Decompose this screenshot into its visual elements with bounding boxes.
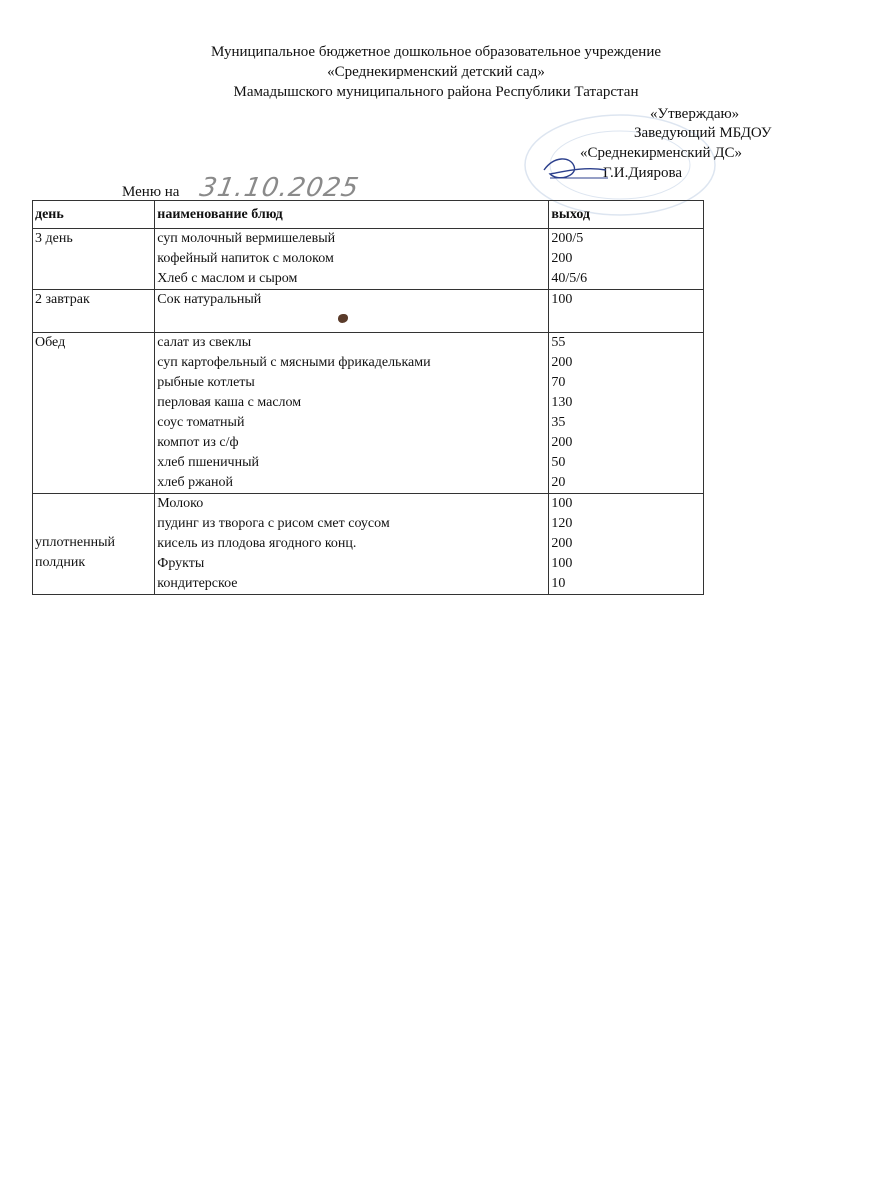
output-value: 100: [551, 292, 573, 307]
dish-cell: [155, 229, 549, 290]
meal-cell: 2 завтрак: [33, 290, 155, 333]
output-value: 35: [551, 415, 566, 430]
table-row: [33, 229, 704, 290]
table-row: [33, 290, 704, 333]
dish-item: рыбные котлеты: [157, 375, 255, 390]
output-value: 200/5: [551, 231, 584, 246]
dish-item: хлеб ржаной: [157, 475, 233, 490]
output-value: 55: [551, 335, 566, 350]
table-header-row: [33, 201, 704, 229]
output-value: 120: [551, 516, 573, 531]
output-value: 70: [551, 375, 566, 390]
signature-icon: [540, 148, 610, 188]
dish-item: кондитерское: [157, 576, 238, 591]
dish-item: салат из свеклы: [157, 335, 252, 350]
meal-cell: 3 день: [33, 229, 155, 290]
menu-label: Меню на: [122, 184, 180, 200]
table-row: [33, 494, 704, 595]
output-value: 100: [551, 496, 573, 511]
dish-item: компот из с/ф: [157, 435, 239, 450]
output-value: 100: [551, 556, 573, 571]
dish-item: кофейный напиток с молоком: [157, 251, 334, 266]
menu-date: 31.10.2025: [197, 173, 362, 203]
approver-org: «Среднекирменский ДС»: [580, 145, 743, 161]
dish-cell: [155, 494, 549, 595]
output-value: 10: [551, 576, 566, 591]
output-cell: [549, 494, 704, 595]
table-row: [33, 333, 704, 494]
output-value: 50: [551, 455, 566, 470]
output-cell: [549, 290, 704, 333]
output-value: 200: [551, 435, 573, 450]
output-cell: [549, 229, 704, 290]
approver-position: Заведующий МБДОУ: [634, 125, 772, 141]
output-value: 200: [551, 251, 573, 266]
dish-cell: [155, 290, 549, 333]
org-title-line3: Мамадышского муниципального района Республики Татарстан: [233, 84, 639, 100]
dish-item: суп картофельный с мясными фрикадельками: [157, 355, 431, 370]
dish-item: суп молочный вермишелевый: [157, 231, 336, 246]
dish-item: перловая каша с маслом: [157, 395, 302, 410]
dish-item: соус томатный: [157, 415, 245, 430]
menu-table: [32, 200, 704, 595]
dish-item: хлеб пшеничный: [157, 455, 259, 470]
header-output: выход: [549, 201, 704, 229]
approve-label: «Утверждаю»: [650, 106, 740, 122]
dish-item: пудинг из творога с рисом смет соусом: [157, 516, 390, 531]
dish-item: Сок натуральный: [157, 292, 262, 307]
dish-item: Хлеб с маслом и сыром: [157, 271, 298, 286]
dish-item: Молоко: [157, 496, 204, 511]
meal-cell: Обед: [33, 333, 155, 494]
output-cell: [549, 333, 704, 494]
dish-item: кисель из плодова ягодного конц.: [157, 536, 357, 551]
meal-cell: уплотненный полдник: [33, 494, 155, 595]
org-title-line1: Муниципальное бюджетное дошкольное образовательное учреждение: [211, 44, 661, 60]
output-value: 20: [551, 475, 566, 490]
header-day: день: [33, 201, 155, 229]
output-value: 200: [551, 355, 573, 370]
org-title-line2: «Среднекирменский детский сад»: [327, 64, 545, 80]
dish-cell: [155, 333, 549, 494]
approver-name: Г.И.Диярова: [603, 165, 683, 181]
dish-item: Фрукты: [157, 556, 205, 571]
header-dish: наименование блюд: [155, 201, 549, 229]
output-value: 200: [551, 536, 573, 551]
output-value: 130: [551, 395, 573, 410]
output-value: 40/5/6: [551, 271, 588, 286]
